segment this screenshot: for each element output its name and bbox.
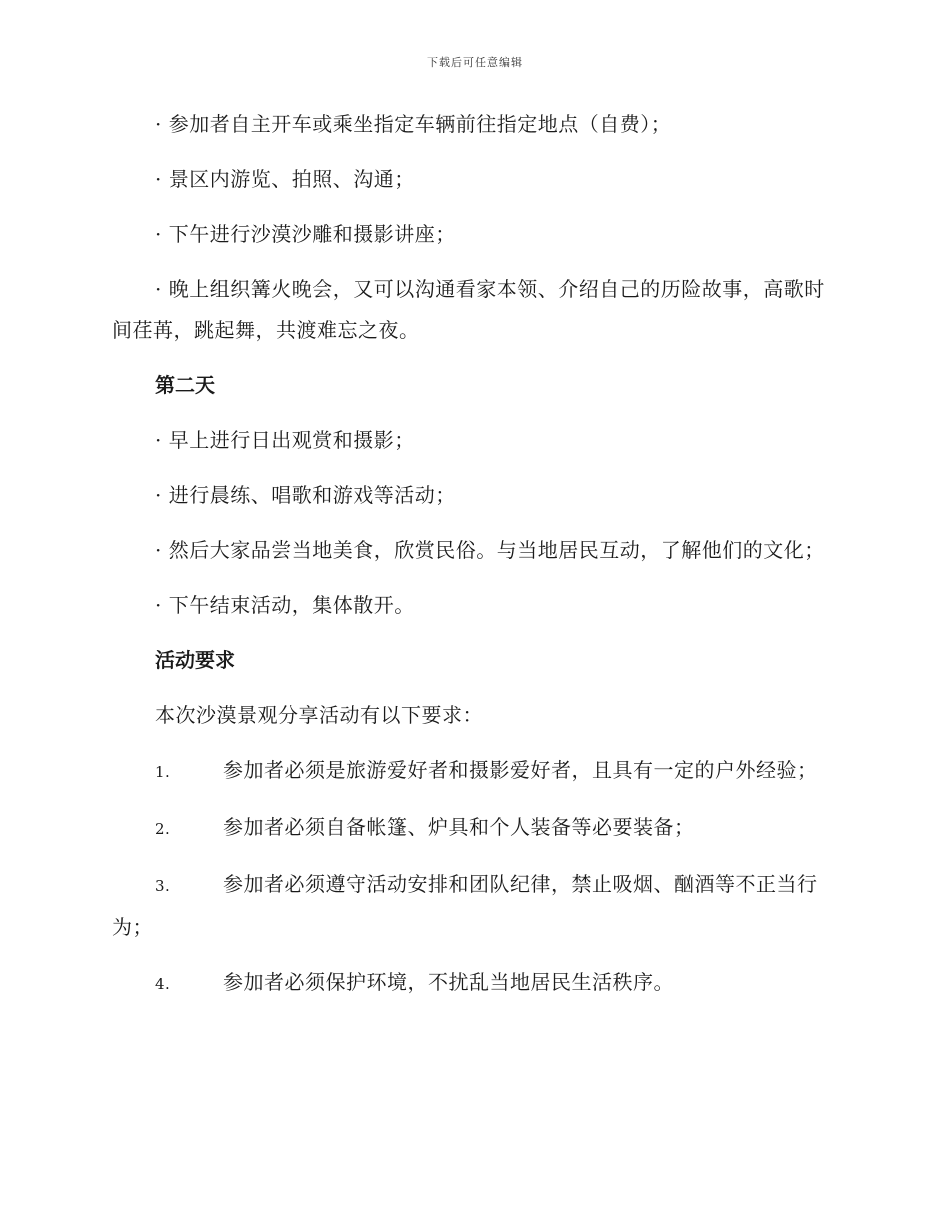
day2-heading: 第二天 [155, 373, 215, 397]
day2-item-4: · 下午结束活动，集体散开。 [155, 593, 415, 617]
requirements-heading: 活动要求 [155, 648, 235, 672]
day1-item-4: · 晚上组织篝火晚会，又可以沟通看家本领、介绍自己的历险故事，高歌时间荏苒，跳起舞，共渡难忘之夜。 [112, 277, 825, 342]
requirement-item-3 [112, 864, 834, 948]
day1-item-1: · 参加者自主开车或乘坐指定车辆前往指定地点（自费）； [155, 112, 672, 136]
requirement-text: 参加者必须自备帐篷、炉具和个人装备等必要装备； [223, 815, 695, 839]
requirement-text: 参加者必须保护环境，不扰乱当地居民生活秩序。 [223, 970, 674, 994]
day2-item-2: · 进行晨练、唱歌和游戏等活动； [155, 483, 456, 507]
requirement-number: 1. [155, 763, 171, 781]
day2-item-1: · 早上进行日出观赏和摄影； [155, 428, 415, 452]
requirement-number: 3. [155, 877, 171, 895]
header-note: 下载后可任意编辑 [427, 56, 523, 69]
day2-item-3: · 然后大家品尝当地美食，欣赏民俗。与当地居民互动，了解他们的文化； [155, 538, 825, 562]
day1-item-3: · 下午进行沙漠沙雕和摄影讲座； [155, 222, 456, 246]
requirement-item-1 [112, 750, 834, 793]
document-body [112, 104, 834, 1019]
requirement-number: 2. [155, 820, 171, 838]
requirement-number: 4. [155, 975, 171, 993]
day1-item-2: · 景区内游览、拍照、沟通； [155, 167, 415, 191]
requirement-text: 参加者必须遵守活动安排和团队纪律，禁止吸烟、酗酒等不正当行为； [112, 872, 818, 939]
requirements-intro: 本次沙漠景观分享活动有以下要求： [155, 703, 483, 727]
requirement-text: 参加者必须是旅游爱好者和摄影爱好者，且具有一定的户外经验； [223, 758, 818, 782]
requirement-item-2 [112, 807, 834, 850]
requirement-item-4 [112, 962, 834, 1005]
